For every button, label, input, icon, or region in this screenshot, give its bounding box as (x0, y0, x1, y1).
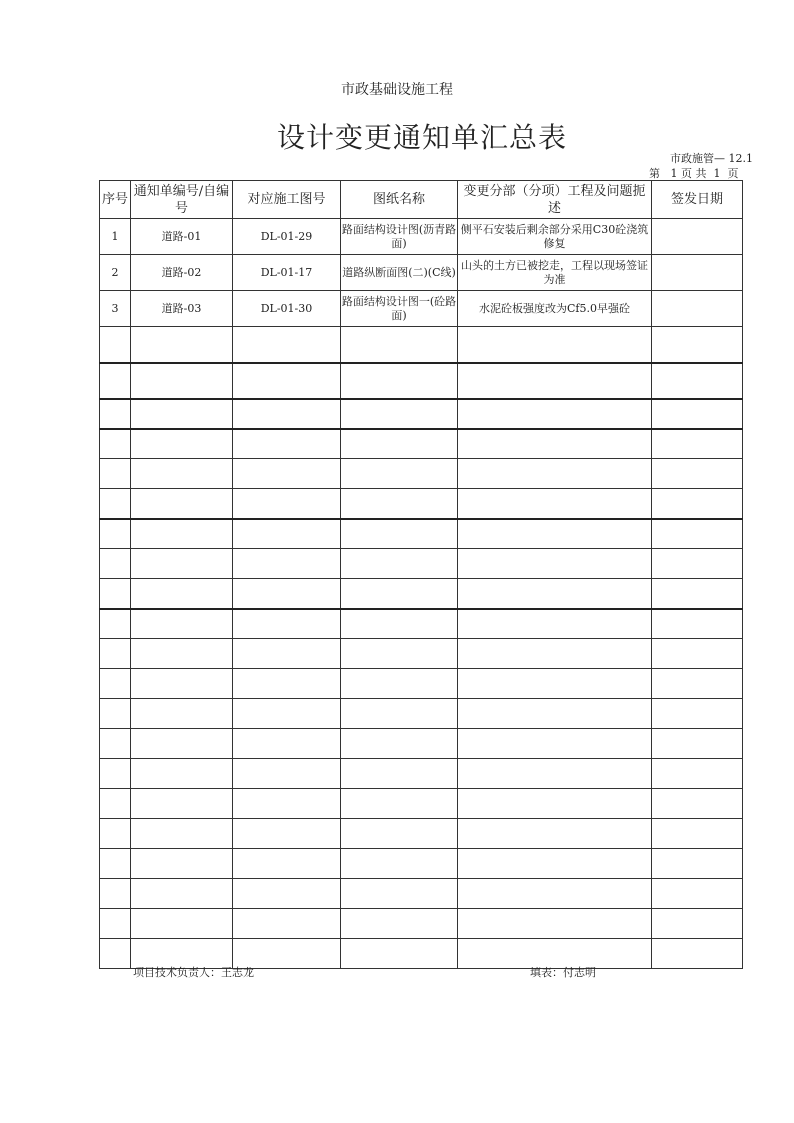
blank-cell (233, 429, 341, 459)
blank-cell (131, 879, 233, 909)
blank-cell (341, 639, 458, 669)
blank-cell (131, 669, 233, 699)
blank-row (100, 429, 743, 459)
blank-row (100, 699, 743, 729)
blank-cell (458, 327, 652, 363)
blank-row (100, 879, 743, 909)
blank-cell (458, 489, 652, 519)
blank-cell (131, 459, 233, 489)
blank-cell (233, 879, 341, 909)
blank-row (100, 459, 743, 489)
blank-cell (233, 849, 341, 879)
table-cell: DL-01-29 (233, 219, 341, 255)
blank-cell (652, 579, 743, 609)
blank-cell (458, 789, 652, 819)
blank-cell (652, 849, 743, 879)
blank-cell (341, 819, 458, 849)
blank-row (100, 609, 743, 639)
blank-cell (233, 399, 341, 429)
blank-row (100, 579, 743, 609)
blank-row (100, 759, 743, 789)
blank-cell (131, 909, 233, 939)
blank-cell (100, 519, 131, 549)
blank-row (100, 849, 743, 879)
blank-cell (652, 729, 743, 759)
blank-cell (131, 819, 233, 849)
blank-row (100, 399, 743, 429)
blank-cell (100, 789, 131, 819)
table-cell: 1 (100, 219, 131, 255)
table-cell: DL-01-30 (233, 291, 341, 327)
blank-cell (233, 789, 341, 819)
blank-row (100, 819, 743, 849)
blank-cell (233, 459, 341, 489)
blank-cell (652, 789, 743, 819)
blank-cell (100, 609, 131, 639)
table-cell: 3 (100, 291, 131, 327)
blank-cell (652, 519, 743, 549)
blank-row (100, 519, 743, 549)
blank-cell (341, 459, 458, 489)
table-cell: 侧平石安装后剩余部分采用C30砼浇筑修复 (458, 219, 652, 255)
blank-cell (458, 639, 652, 669)
blank-cell (100, 489, 131, 519)
table-cell: 道路-01 (131, 219, 233, 255)
blank-cell (100, 639, 131, 669)
blank-cell (100, 579, 131, 609)
blank-cell (233, 327, 341, 363)
table-cell: 2 (100, 255, 131, 291)
blank-cell (100, 669, 131, 699)
blank-cell (131, 609, 233, 639)
table-cell: 道路-02 (131, 255, 233, 291)
blank-cell (100, 399, 131, 429)
blank-cell (341, 519, 458, 549)
blank-cell (458, 399, 652, 429)
blank-row (100, 729, 743, 759)
blank-cell (652, 549, 743, 579)
blank-cell (131, 579, 233, 609)
blank-cell (341, 909, 458, 939)
blank-cell (652, 399, 743, 429)
blank-cell (458, 699, 652, 729)
blank-row (100, 489, 743, 519)
blank-cell (341, 849, 458, 879)
blank-cell (341, 489, 458, 519)
blank-row (100, 909, 743, 939)
header-row (100, 181, 743, 219)
table-row (100, 291, 743, 327)
blank-cell (131, 519, 233, 549)
blank-cell (458, 609, 652, 639)
table-cell: 路面结构设计图(沥青路面) (341, 219, 458, 255)
blank-cell (233, 519, 341, 549)
table-cell: 山头的土方已被挖走，工程以现场签证为准 (458, 255, 652, 291)
blank-cell (341, 789, 458, 819)
blank-cell (100, 699, 131, 729)
blank-cell (341, 759, 458, 789)
blank-cell (233, 549, 341, 579)
table-cell: DL-01-17 (233, 255, 341, 291)
blank-cell (100, 939, 131, 969)
project-category: 市政基础设施工程 (341, 82, 453, 98)
blank-cell (458, 909, 652, 939)
blank-cell (341, 669, 458, 699)
tech-lead-signature: 项目技术负责人：王志龙 (133, 966, 254, 979)
blank-cell (131, 549, 233, 579)
blank-row (100, 363, 743, 399)
blank-cell (458, 579, 652, 609)
blank-cell (458, 879, 652, 909)
filled-by-signature: 填表：付志明 (530, 966, 596, 979)
blank-row (100, 327, 743, 363)
blank-cell (652, 459, 743, 489)
blank-cell (131, 849, 233, 879)
blank-cell (652, 909, 743, 939)
blank-cell (341, 327, 458, 363)
blank-cell (131, 327, 233, 363)
blank-cell (100, 879, 131, 909)
blank-cell (652, 819, 743, 849)
table-cell (652, 255, 743, 291)
blank-cell (131, 429, 233, 459)
table-row (100, 219, 743, 255)
blank-cell (652, 327, 743, 363)
blank-cell (131, 789, 233, 819)
blank-cell (458, 819, 652, 849)
blank-cell (341, 939, 458, 969)
blank-cell (100, 909, 131, 939)
blank-cell (341, 363, 458, 399)
blank-cell (458, 729, 652, 759)
blank-cell (458, 519, 652, 549)
blank-cell (341, 429, 458, 459)
blank-cell (458, 669, 652, 699)
blank-row (100, 639, 743, 669)
blank-cell (233, 699, 341, 729)
blank-cell (341, 879, 458, 909)
blank-cell (652, 609, 743, 639)
blank-cell (233, 363, 341, 399)
blank-cell (100, 429, 131, 459)
blank-cell (233, 489, 341, 519)
blank-cell (233, 759, 341, 789)
blank-cell (131, 363, 233, 399)
blank-cell (652, 669, 743, 699)
blank-cell (458, 759, 652, 789)
blank-cell (652, 639, 743, 669)
blank-cell (131, 399, 233, 429)
blank-cell (458, 549, 652, 579)
blank-cell (341, 729, 458, 759)
blank-cell (131, 639, 233, 669)
blank-cell (458, 363, 652, 399)
blank-cell (100, 327, 131, 363)
header-cell: 通知单编号/自编号 (131, 181, 233, 219)
page-title: 设计变更通知单汇总表 (276, 121, 567, 154)
blank-cell (131, 759, 233, 789)
table-cell (652, 291, 743, 327)
blank-cell (233, 729, 341, 759)
blank-cell (458, 429, 652, 459)
blank-cell (233, 639, 341, 669)
blank-cell (100, 849, 131, 879)
header-cell: 图纸名称 (341, 181, 458, 219)
header-cell: 序号 (100, 181, 131, 219)
table-cell (652, 219, 743, 255)
blank-cell (341, 699, 458, 729)
table-cell: 路面结构设计图一(砼路面) (341, 291, 458, 327)
blank-cell (652, 939, 743, 969)
blank-cell (652, 699, 743, 729)
header-cell: 对应施工图号 (233, 181, 341, 219)
blank-cell (652, 429, 743, 459)
form-number: 市政施管— 12.1 (670, 152, 753, 165)
header-cell: 签发日期 (652, 181, 743, 219)
table-cell: 道路纵断面图(二)(C线) (341, 255, 458, 291)
blank-cell (233, 909, 341, 939)
blank-cell (341, 549, 458, 579)
blank-cell (652, 363, 743, 399)
blank-row (100, 789, 743, 819)
blank-row (100, 549, 743, 579)
blank-cell (458, 849, 652, 879)
header-cell: 变更分部（分项）工程及问题扼述 (458, 181, 652, 219)
blank-cell (131, 729, 233, 759)
blank-cell (341, 609, 458, 639)
summary-table (99, 180, 743, 969)
blank-cell (233, 669, 341, 699)
blank-cell (100, 819, 131, 849)
blank-cell (131, 699, 233, 729)
table-cell: 道路-03 (131, 291, 233, 327)
blank-cell (100, 729, 131, 759)
blank-cell (100, 459, 131, 489)
blank-cell (233, 579, 341, 609)
blank-cell (652, 489, 743, 519)
blank-cell (458, 459, 652, 489)
blank-cell (100, 363, 131, 399)
blank-cell (233, 819, 341, 849)
blank-cell (100, 549, 131, 579)
table-row (100, 255, 743, 291)
blank-cell (652, 759, 743, 789)
blank-cell (341, 399, 458, 429)
blank-cell (131, 489, 233, 519)
table-cell: 水泥砼板强度改为Cf5.0早强砼 (458, 291, 652, 327)
page-info: 第 1 页 共 1 页 (649, 167, 739, 180)
blank-cell (652, 879, 743, 909)
blank-cell (100, 759, 131, 789)
blank-cell (341, 579, 458, 609)
blank-cell (233, 609, 341, 639)
blank-row (100, 669, 743, 699)
